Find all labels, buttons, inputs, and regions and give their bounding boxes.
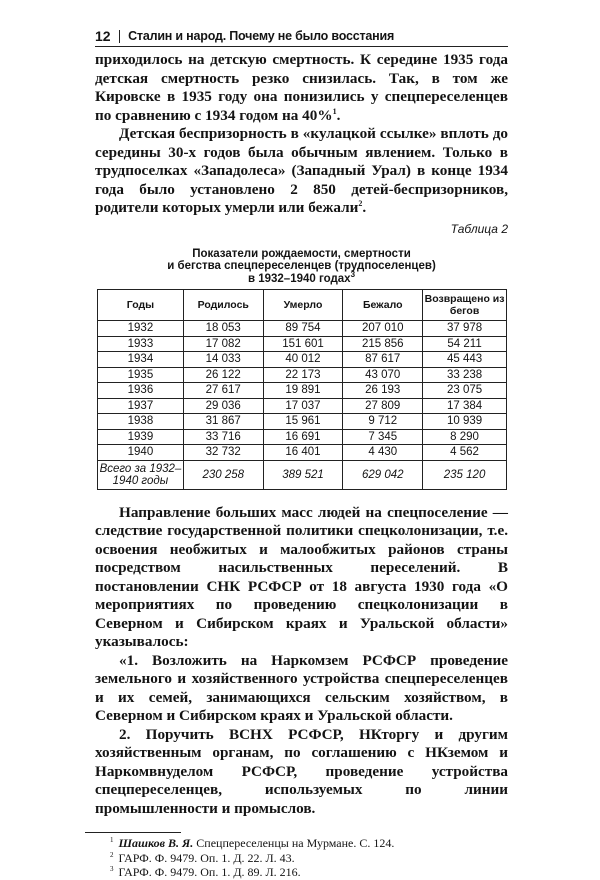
table-row — [98, 429, 507, 445]
cell-fled: 4 430 — [343, 445, 423, 461]
table-row — [98, 414, 507, 430]
column-header-returned: Возвращено из бегов — [423, 290, 507, 321]
cell-year: 1932 — [98, 321, 184, 337]
cell-total-born: 230 258 — [183, 460, 263, 489]
cell-returned: 45 443 — [423, 352, 507, 368]
table-title — [95, 248, 508, 286]
table-title-text: в 1932–1940 годах — [247, 272, 351, 285]
cell-died: 16 401 — [263, 445, 343, 461]
cell-died: 16 691 — [263, 429, 343, 445]
cell-born: 27 617 — [183, 383, 263, 399]
quote-paragraph: «1. Возложить на Наркомзем РСФСР проведение земельного и хозяйственного устройства спецпереселенцев и их семей, занимающихся сельским хозяйством, в Северном и Сибирском краях и Уральской области. — [95, 651, 508, 724]
page-number: 12 — [95, 28, 111, 44]
table-title-line: и бегства спецпереселенцев (трудпоселенцев) — [167, 260, 436, 272]
cell-total-returned: 235 120 — [423, 460, 507, 489]
cell-total-died: 389 521 — [263, 460, 343, 489]
table-total-row — [98, 460, 507, 489]
cell-year: 1939 — [98, 429, 184, 445]
cell-died: 151 601 — [263, 336, 343, 352]
footnotes — [95, 836, 508, 880]
footnote — [110, 865, 508, 880]
column-header-years: Годы — [98, 290, 184, 321]
cell-returned: 37 978 — [423, 321, 507, 337]
footnote-text: Спецпереселенцы на Мурмане. С. 124. — [196, 836, 395, 850]
cell-born: 14 033 — [183, 352, 263, 368]
cell-born: 32 732 — [183, 445, 263, 461]
cell-born: 18 053 — [183, 321, 263, 337]
book-page — [95, 28, 508, 880]
book-title: Сталин и народ. Почему не было восстания — [128, 29, 395, 43]
cell-fled: 43 070 — [343, 367, 423, 383]
footnote — [110, 836, 508, 851]
cell-returned: 33 238 — [423, 367, 507, 383]
cell-born: 31 867 — [183, 414, 263, 430]
footnote-number: 3 — [110, 865, 114, 873]
footnote-number: 2 — [110, 850, 114, 859]
cell-returned: 4 562 — [423, 445, 507, 461]
column-header-died: Умерло — [263, 290, 343, 321]
cell-died: 15 961 — [263, 414, 343, 430]
cell-born: 33 716 — [183, 429, 263, 445]
table-row — [98, 398, 507, 414]
cell-returned: 10 939 — [423, 414, 507, 430]
footnote-text: ГАРФ. Ф. 9479. Оп. 1. Д. 22. Л. 43. — [118, 850, 295, 865]
table-row — [98, 367, 507, 383]
cell-year: 1940 — [98, 445, 184, 461]
cell-died: 89 754 — [263, 321, 343, 337]
table-row — [98, 336, 507, 352]
cell-year: 1937 — [98, 398, 184, 414]
cell-died: 19 891 — [263, 383, 343, 399]
table-header-row — [98, 290, 507, 321]
cell-died: 40 012 — [263, 352, 343, 368]
table-row — [98, 445, 507, 461]
table-row — [98, 352, 507, 368]
header-separator — [119, 30, 121, 43]
cell-born: 17 082 — [183, 336, 263, 352]
cell-fled: 7 345 — [343, 429, 423, 445]
cell-fled: 9 712 — [343, 414, 423, 430]
cell-year: 1936 — [98, 383, 184, 399]
cell-fled: 215 856 — [343, 336, 423, 352]
column-header-born: Родилось — [183, 290, 263, 321]
body-text-before — [95, 51, 508, 218]
paragraph-text: Детская беспризорность в «кулацкой ссылке» вплоть до середины 30-х годов была обычным явлением. Только в трудпоселках «Западолеса» (Западный Урал) в конце 1934 года было установлено 2 850 детей-беспризорников, родители которых умерли или бежали — [95, 125, 508, 216]
cell-year: 1935 — [98, 367, 184, 383]
cell-returned: 54 211 — [423, 336, 507, 352]
cell-returned: 17 384 — [423, 398, 507, 414]
cell-total-label: Всего за 1932–1940 годы — [98, 460, 184, 489]
footnote-ref[interactable]: 1 — [332, 106, 337, 116]
body-text-after — [95, 504, 508, 819]
cell-year: 1938 — [98, 414, 184, 430]
footnote-ref[interactable]: 3 — [350, 269, 356, 279]
cell-returned: 8 290 — [423, 429, 507, 445]
footnote-number: 1 — [110, 836, 114, 844]
paragraph: Направление больших масс людей на спецпоселение — следствие государственной политики спецколонизации, т.е. освоения необжитых и малообжитых районов страны посредством насильственных переселений. В постановлении СНК РСФСР от 18 августа 1930 года «О мероприятиях по проведению спецколонизации в Северном и Сибирском краях и Уральской области» указывалось: — [95, 503, 508, 650]
cell-year: 1934 — [98, 352, 184, 368]
cell-born: 29 036 — [183, 398, 263, 414]
table-row — [98, 383, 507, 399]
cell-died: 22 173 — [263, 367, 343, 383]
running-head — [95, 28, 508, 47]
table-title-line: Показатели рождаемости, смертности — [192, 247, 411, 260]
column-header-fled: Бежало — [343, 290, 423, 321]
footnote-text: ГАРФ. Ф. 9479. Оп. 1. Д. 89. Л. 216. — [118, 865, 301, 879]
footnote-divider — [85, 832, 181, 833]
quote-paragraph: 2. Поручить ВСНХ РСФСР, НКторгу и другим хозяйственным органам, по соглашению с НКземом и Наркомвнуделом РСФСР, проведение устройства спецпереселенцев, используемых по линии промышленности и промыслов. — [95, 725, 508, 817]
cell-total-fled: 629 042 — [343, 460, 423, 489]
cell-fled: 26 193 — [343, 383, 423, 399]
cell-died: 17 037 — [263, 398, 343, 414]
footnote-ref[interactable]: 2 — [358, 198, 363, 208]
cell-year: 1933 — [98, 336, 184, 352]
cell-fled: 87 617 — [343, 352, 423, 368]
table-label: Таблица 2 — [450, 221, 508, 236]
statistics-table — [97, 289, 507, 490]
table-title-line — [95, 269, 508, 286]
footnote — [110, 851, 508, 866]
cell-fled: 27 809 — [343, 398, 423, 414]
paragraph: Детская беспризорность в «кулацкой ссылке» вплоть до середины 30-х годов была обычным явлением. Только в трудпоселках «Западолеса» (Западный Урал) в конце 1934 года было установлено 2 850 детей-беспризорников, родители которых умерли или бежали$^2$. — [95, 125, 508, 216]
paragraph-text: приходилось на детскую смертность. К середине 1935 года детская смертность резко снизилась. Так, в том же Кировске в 1935 году она понизились у спецпереселенцев по сравнению с 1934 годом на 40% — [95, 51, 508, 124]
cell-returned: 23 075 — [423, 383, 507, 399]
cell-born: 26 122 — [183, 367, 263, 383]
footnote-author: Шашков В. Я. — [118, 836, 194, 850]
cell-fled: 207 010 — [343, 321, 423, 337]
table-row — [98, 321, 507, 337]
paragraph: приходилось на детскую смертность. К середине 1935 года детская смертность резко снизилась. Так, в том же Кировске в 1935 году она понизились у спецпереселенцев по сравнению с 1934 годом на 40%$^1$. — [95, 51, 508, 124]
